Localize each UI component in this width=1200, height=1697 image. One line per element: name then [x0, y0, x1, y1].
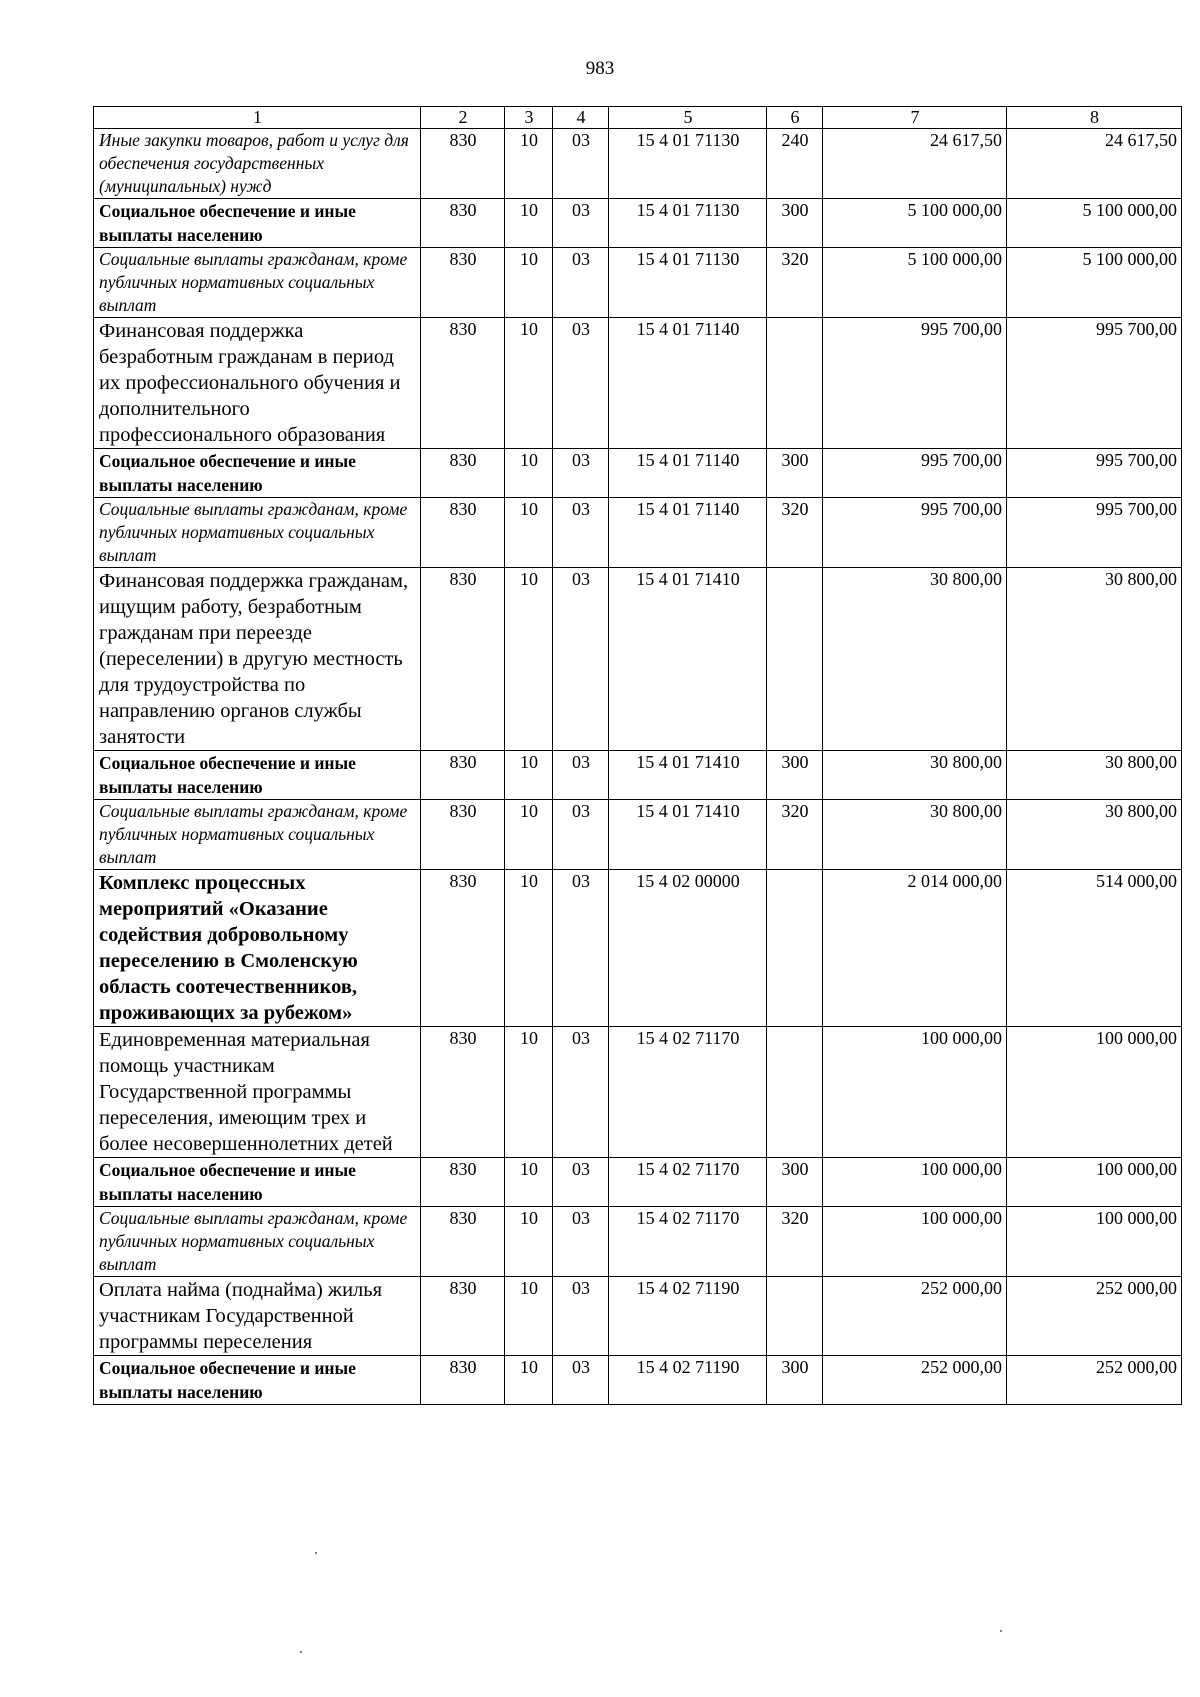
amount-cell-7: 995 700,00	[823, 498, 1007, 568]
code-cell-5: 15 4 02 71190	[609, 1277, 767, 1356]
code-cell-5: 15 4 02 00000	[609, 870, 767, 1027]
code-cell-3: 10	[505, 1207, 553, 1277]
amount-cell-8: 995 700,00	[1007, 449, 1182, 498]
code-cell-4: 03	[553, 129, 609, 199]
code-cell-2: 830	[421, 248, 505, 318]
table-row	[94, 568, 1182, 751]
amount-cell-7: 100 000,00	[823, 1158, 1007, 1207]
row-name-cell: Финансовая поддержка гражданам, ищущим работу, безработным гражданам при переезде (переселении) в другую местность для трудоустройства по направлению органов службы занятости	[94, 568, 421, 751]
amount-cell-8: 100 000,00	[1007, 1027, 1182, 1158]
code-cell-2: 830	[421, 318, 505, 449]
row-name-cell: Социальное обеспечение и иные выплаты населению	[94, 1356, 421, 1405]
amount-cell-7: 100 000,00	[823, 1207, 1007, 1277]
amount-cell-8: 252 000,00	[1007, 1277, 1182, 1356]
scan-speck	[300, 1651, 302, 1653]
code-cell-2: 830	[421, 498, 505, 568]
code-cell-4: 03	[553, 449, 609, 498]
code-cell-5: 15 4 01 71140	[609, 498, 767, 568]
table-row	[94, 1356, 1182, 1405]
column-header: 2	[421, 107, 505, 129]
row-name-cell: Социальное обеспечение и иные выплаты населению	[94, 449, 421, 498]
code-cell-2: 830	[421, 449, 505, 498]
code-cell-3: 10	[505, 1356, 553, 1405]
code-cell-3: 10	[505, 129, 553, 199]
code-cell-6: 300	[767, 199, 823, 248]
code-cell-6: 300	[767, 751, 823, 800]
code-cell-2: 830	[421, 199, 505, 248]
code-cell-2: 830	[421, 1027, 505, 1158]
code-cell-4: 03	[553, 1158, 609, 1207]
code-cell-3: 10	[505, 498, 553, 568]
amount-cell-7: 30 800,00	[823, 800, 1007, 870]
row-name-cell: Социальные выплаты гражданам, кроме публичных нормативных социальных выплат	[94, 800, 421, 870]
amount-cell-8: 5 100 000,00	[1007, 248, 1182, 318]
amount-cell-7: 5 100 000,00	[823, 199, 1007, 248]
code-cell-2: 830	[421, 1158, 505, 1207]
row-name-cell: Иные закупки товаров, работ и услуг для обеспечения государственных (муниципальных) нужд	[94, 129, 421, 199]
table-row	[94, 129, 1182, 199]
table-row	[94, 199, 1182, 248]
table-row	[94, 751, 1182, 800]
code-cell-2: 830	[421, 568, 505, 751]
code-cell-5: 15 4 02 71190	[609, 1356, 767, 1405]
code-cell-6: 300	[767, 1356, 823, 1405]
table-row	[94, 800, 1182, 870]
code-cell-5: 15 4 01 71140	[609, 318, 767, 449]
column-header: 6	[767, 107, 823, 129]
amount-cell-8: 24 617,50	[1007, 129, 1182, 199]
amount-cell-8: 100 000,00	[1007, 1158, 1182, 1207]
code-cell-6	[767, 1277, 823, 1356]
code-cell-3: 10	[505, 248, 553, 318]
column-header: 5	[609, 107, 767, 129]
row-name-cell: Комплекс процессных мероприятий «Оказание содействия добровольному переселению в Смоленскую область соотечественников, проживающих за рубежом»	[94, 870, 421, 1027]
scan-speck	[315, 1552, 317, 1554]
code-cell-4: 03	[553, 1027, 609, 1158]
table-row	[94, 318, 1182, 449]
code-cell-6: 300	[767, 449, 823, 498]
amount-cell-8: 5 100 000,00	[1007, 199, 1182, 248]
code-cell-3: 10	[505, 1277, 553, 1356]
column-header: 7	[823, 107, 1007, 129]
amount-cell-8: 30 800,00	[1007, 800, 1182, 870]
amount-cell-7: 30 800,00	[823, 751, 1007, 800]
code-cell-4: 03	[553, 248, 609, 318]
code-cell-3: 10	[505, 199, 553, 248]
table-row	[94, 1027, 1182, 1158]
code-cell-3: 10	[505, 870, 553, 1027]
row-name-cell: Социальные выплаты гражданам, кроме публичных нормативных социальных выплат	[94, 248, 421, 318]
row-name-cell: Финансовая поддержка безработным гражданам в период их профессионального обучения и дополнительного профессионального образования	[94, 318, 421, 449]
amount-cell-7: 995 700,00	[823, 449, 1007, 498]
code-cell-2: 830	[421, 1207, 505, 1277]
code-cell-5: 15 4 02 71170	[609, 1158, 767, 1207]
column-header: 1	[94, 107, 421, 129]
code-cell-6: 240	[767, 129, 823, 199]
row-name-cell: Оплата найма (поднайма) жилья участникам Государственной программы переселения	[94, 1277, 421, 1356]
code-cell-5: 15 4 01 71410	[609, 568, 767, 751]
row-name-cell: Социальное обеспечение и иные выплаты населению	[94, 1158, 421, 1207]
amount-cell-7: 5 100 000,00	[823, 248, 1007, 318]
amount-cell-7: 2 014 000,00	[823, 870, 1007, 1027]
code-cell-4: 03	[553, 199, 609, 248]
amount-cell-7: 995 700,00	[823, 318, 1007, 449]
code-cell-3: 10	[505, 568, 553, 751]
amount-cell-7: 24 617,50	[823, 129, 1007, 199]
table-row	[94, 498, 1182, 568]
code-cell-6	[767, 1027, 823, 1158]
code-cell-3: 10	[505, 1027, 553, 1158]
amount-cell-7: 252 000,00	[823, 1356, 1007, 1405]
code-cell-4: 03	[553, 1356, 609, 1405]
column-header: 4	[553, 107, 609, 129]
code-cell-3: 10	[505, 751, 553, 800]
code-cell-5: 15 4 02 71170	[609, 1027, 767, 1158]
table-row	[94, 248, 1182, 318]
code-cell-5: 15 4 01 71130	[609, 129, 767, 199]
table-row	[94, 1158, 1182, 1207]
code-cell-5: 15 4 01 71410	[609, 800, 767, 870]
code-cell-3: 10	[505, 449, 553, 498]
code-cell-4: 03	[553, 568, 609, 751]
code-cell-6: 300	[767, 1158, 823, 1207]
code-cell-4: 03	[553, 751, 609, 800]
code-cell-6	[767, 318, 823, 449]
code-cell-5: 15 4 01 71130	[609, 248, 767, 318]
page-number: 983	[585, 58, 615, 79]
table-header-row	[94, 107, 1182, 129]
code-cell-2: 830	[421, 870, 505, 1027]
code-cell-4: 03	[553, 870, 609, 1027]
amount-cell-8: 30 800,00	[1007, 568, 1182, 751]
code-cell-2: 830	[421, 1277, 505, 1356]
code-cell-3: 10	[505, 800, 553, 870]
table-row	[94, 1277, 1182, 1356]
code-cell-6	[767, 568, 823, 751]
table-row	[94, 1207, 1182, 1277]
code-cell-5: 15 4 01 71410	[609, 751, 767, 800]
amount-cell-8: 514 000,00	[1007, 870, 1182, 1027]
code-cell-4: 03	[553, 1207, 609, 1277]
amount-cell-8: 30 800,00	[1007, 751, 1182, 800]
code-cell-3: 10	[505, 1158, 553, 1207]
code-cell-4: 03	[553, 318, 609, 449]
amount-cell-8: 995 700,00	[1007, 498, 1182, 568]
code-cell-2: 830	[421, 800, 505, 870]
table-row	[94, 870, 1182, 1027]
column-header: 8	[1007, 107, 1182, 129]
row-name-cell: Социальные выплаты гражданам, кроме публичных нормативных социальных выплат	[94, 498, 421, 568]
code-cell-4: 03	[553, 1277, 609, 1356]
amount-cell-7: 30 800,00	[823, 568, 1007, 751]
code-cell-6	[767, 870, 823, 1027]
amount-cell-8: 100 000,00	[1007, 1207, 1182, 1277]
row-name-cell: Социальные выплаты гражданам, кроме публичных нормативных социальных выплат	[94, 1207, 421, 1277]
code-cell-5: 15 4 01 71130	[609, 199, 767, 248]
amount-cell-7: 252 000,00	[823, 1277, 1007, 1356]
table-row	[94, 449, 1182, 498]
amount-cell-8: 995 700,00	[1007, 318, 1182, 449]
code-cell-6: 320	[767, 800, 823, 870]
code-cell-6: 320	[767, 248, 823, 318]
amount-cell-8: 252 000,00	[1007, 1356, 1182, 1405]
code-cell-4: 03	[553, 800, 609, 870]
code-cell-6: 320	[767, 498, 823, 568]
code-cell-5: 15 4 01 71140	[609, 449, 767, 498]
row-name-cell: Социальное обеспечение и иные выплаты населению	[94, 751, 421, 800]
code-cell-2: 830	[421, 751, 505, 800]
column-header: 3	[505, 107, 553, 129]
code-cell-2: 830	[421, 129, 505, 199]
code-cell-5: 15 4 02 71170	[609, 1207, 767, 1277]
scan-speck	[1000, 1630, 1002, 1632]
amount-cell-7: 100 000,00	[823, 1027, 1007, 1158]
code-cell-6: 320	[767, 1207, 823, 1277]
row-name-cell: Социальное обеспечение и иные выплаты населению	[94, 199, 421, 248]
code-cell-2: 830	[421, 1356, 505, 1405]
budget-table	[93, 106, 1182, 1405]
row-name-cell: Единовременная материальная помощь участникам Государственной программы переселения, имеющим трех и более несовершеннолетних детей	[94, 1027, 421, 1158]
code-cell-3: 10	[505, 318, 553, 449]
code-cell-4: 03	[553, 498, 609, 568]
